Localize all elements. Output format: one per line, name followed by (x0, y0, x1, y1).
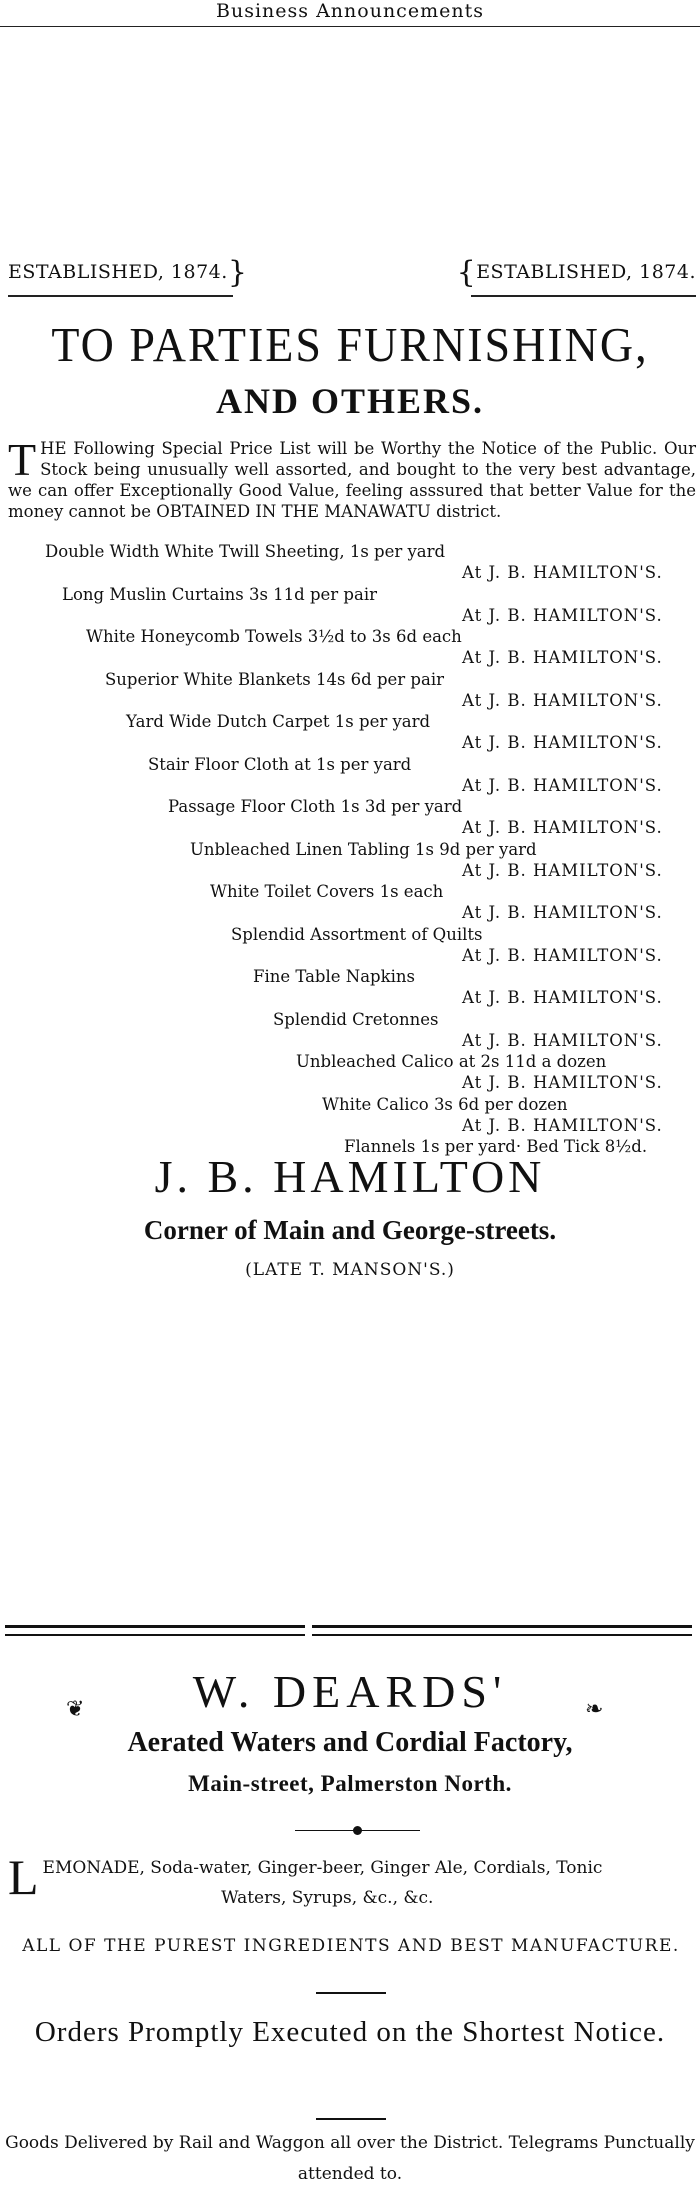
item-vendor: At J. B. HAMILTON'S. (462, 648, 663, 667)
item-vendor: At J. B. HAMILTON'S. (462, 1030, 663, 1050)
section-title: Business Announcements (216, 0, 484, 22)
item-description: Yard Wide Dutch Carpet 1s per yard (126, 712, 431, 731)
established-right: {ESTABLISHED, 1874. (456, 255, 696, 290)
item-description: Unbleached Calico at 2s 11d a dozen (296, 1052, 607, 1071)
item-description: Superior White Blankets 14s 6d per pair (105, 669, 444, 689)
factory-name: W. DEARDS' (192, 1666, 508, 1717)
item-vendor: At J. B. HAMILTON'S. (462, 988, 663, 1007)
price-list-item (0, 967, 700, 1010)
dotted-rule (295, 1830, 420, 1831)
ornament-right-icon: ❧ (585, 1697, 604, 1722)
price-list-item (0, 840, 700, 883)
item-description: Splendid Cretonnes (273, 1009, 439, 1029)
factory-address: Main-street, Palmerston North. (188, 1771, 512, 1796)
brace-right: } (227, 255, 248, 290)
ornament-left-icon: ❦ (66, 1697, 85, 1722)
factory-subtitle: Aerated Waters and Cordial Factory, (127, 1727, 573, 1758)
item-vendor: At J. B. HAMILTON'S. (462, 605, 663, 625)
products-line2: Waters, Syrups, &c., &c. (221, 1888, 434, 1908)
item-description: White Honeycomb Towels 3½d to 3s 6d each (86, 627, 462, 646)
price-list-item (0, 925, 700, 968)
merchant-name: J. B. HAMILTON (154, 1151, 546, 1202)
item-vendor: At J. B. HAMILTON'S. (462, 690, 663, 710)
price-list-item (0, 670, 700, 713)
item-vendor: At J. B. HAMILTON'S. (462, 818, 663, 837)
item-description: Long Muslin Curtains 3s 11d per pair (62, 584, 377, 604)
price-list-item (0, 882, 700, 925)
price-list-item (0, 585, 700, 628)
goods-text: Goods Delivered by Rail and Waggon all over the District. Telegrams Punctually attended to. (5, 2133, 695, 2184)
price-list-item (0, 542, 700, 585)
item-description: Flannels 1s per yard· Bed Tick 8½d. (344, 1137, 648, 1156)
products-line1: EMONADE, Soda-water, Ginger-beer, Ginger Ale, Cordials, Tonic (42, 1858, 603, 1878)
section-header (0, 0, 700, 27)
established-left: ESTABLISHED, 1874.} (8, 255, 248, 290)
advert-title-line1: TO PARTIES FURNISHING, (51, 317, 649, 372)
item-description: Unbleached Linen Tabling 1s 9d per yard (190, 839, 537, 859)
purest-line: ALL OF THE PUREST INGREDIENTS AND BEST MANUFACTURE. (22, 1936, 680, 1956)
intro-dropcap: T (8, 434, 37, 485)
price-list-item (0, 1052, 700, 1095)
item-description: Passage Floor Cloth 1s 3d per yard (168, 797, 463, 816)
item-vendor: At J. B. HAMILTON'S. (462, 860, 663, 880)
price-list-item (0, 712, 700, 755)
item-vendor: At J. B. HAMILTON'S. (462, 733, 663, 752)
intro-text: HE Following Special Price List will be Worthy the Notice of the Public. Our Stock being unusually well assorted, and bought to the very best advantage, we can offer Exceptionally Good Value, feeling asssured that better Value for the money cannot be OBTAINED IN THE MANAWATU district. (8, 439, 696, 521)
intro-paragraph (8, 434, 696, 522)
price-list-item (0, 797, 700, 840)
item-vendor: At J. B. HAMILTON'S. (462, 563, 663, 582)
item-description: Stair Floor Cloth at 1s per yard (148, 754, 412, 774)
price-list-item (0, 755, 700, 798)
established-rule-left (8, 295, 233, 297)
advert-title-line2: AND OTHERS. (215, 381, 485, 421)
products-dropcap: L (8, 1849, 39, 1905)
short-rule-2 (316, 2118, 386, 2120)
section-divider-left (5, 1625, 305, 1636)
item-description: Splendid Assortment of Quilts (231, 924, 483, 944)
merchant-late: (LATE T. MANSON'S.) (245, 1260, 455, 1280)
item-vendor: At J. B. HAMILTON'S. (462, 945, 663, 965)
item-description: White Toilet Covers 1s each (210, 882, 444, 901)
price-list-item (0, 1095, 700, 1138)
item-description: Double Width White Twill Sheeting, 1s per yard (45, 542, 446, 561)
merchant-address: Corner of Main and George-streets. (143, 1215, 557, 1245)
item-description: Fine Table Napkins (253, 967, 415, 986)
item-description: White Calico 3s 6d per dozen (322, 1094, 568, 1114)
section-divider-right (312, 1625, 692, 1636)
item-vendor: At J. B. HAMILTON'S. (462, 1115, 663, 1135)
short-rule (316, 1992, 386, 1994)
established-rule-right (471, 295, 696, 297)
price-list-item (0, 627, 700, 670)
established-row (0, 255, 700, 305)
item-vendor: At J. B. HAMILTON'S. (462, 1073, 663, 1092)
brace-left: { (456, 255, 477, 290)
item-vendor: At J. B. HAMILTON'S. (462, 903, 663, 922)
products-paragraph (8, 1849, 692, 1913)
item-vendor: At J. B. HAMILTON'S. (462, 775, 663, 795)
orders-text: Orders Promptly Executed on the Shortest Notice. (34, 2016, 666, 2048)
rule-dot-icon (353, 1826, 362, 1835)
price-list-item (0, 1010, 700, 1053)
